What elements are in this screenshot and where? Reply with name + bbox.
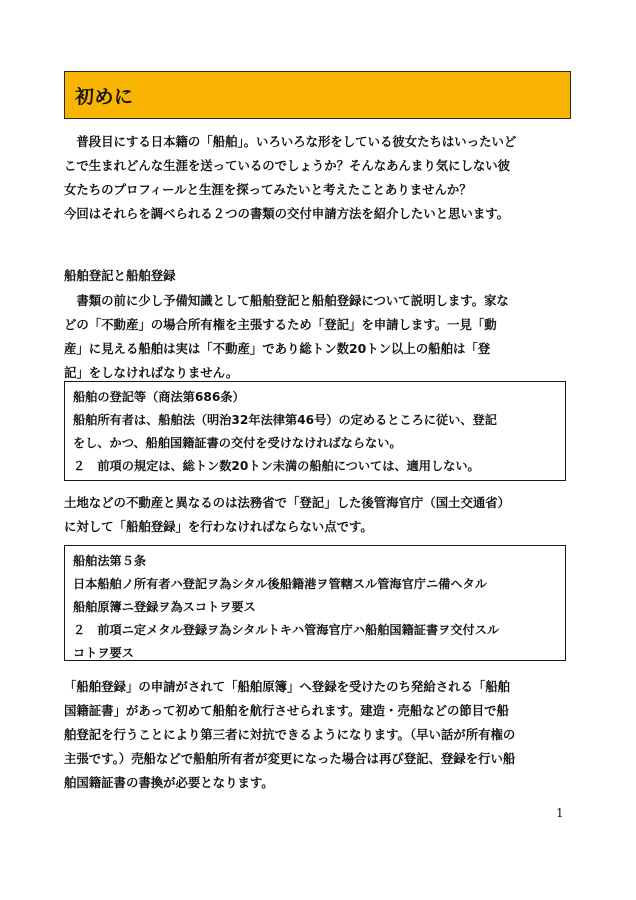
explain-line: 書類の前に少し予備知識として船舶登記と船舶登録について説明します。家な	[64, 293, 509, 308]
explain-line: 産」に見える船舶は実は「不動産」であり総トン数20トン以上の船舶は「登	[64, 341, 491, 356]
law-box-heading: 船舶法第５条	[73, 554, 147, 568]
intro-paragraph	[64, 130, 572, 226]
law-box-line: 日本船舶ノ所有者ハ登記ヲ為シタル後船籍港ヲ管轄スル管海官庁ニ備ヘタル	[73, 577, 487, 591]
intro-line: 女たちのプロフィールと生涯を探ってみたいと考えたことありませんか？	[64, 182, 472, 197]
closing-paragraph	[64, 675, 572, 795]
title-bar	[64, 71, 571, 119]
intro-line: 今回はそれらを調べられる２つの書類の交付申請方法を紹介したいと思います。	[64, 206, 510, 221]
intro-line: 普段目にする日本籍の「船舶」。いろいろな形をしている彼女たちはいったいど	[64, 134, 517, 149]
explain-line: 記」をしなければなりません。	[64, 365, 239, 380]
law-box-line: をし、かつ、船舶国籍証書の交付を受けなければならない。	[73, 436, 402, 450]
closing-line: 国籍証書」があって初めて船舶を航行させられます。建造・売船などの節目で船	[64, 703, 509, 718]
explain-paragraph	[64, 289, 572, 385]
explain-line: どの「不動産」の場合所有権を主張するため「登記」を申請します。一見「動	[64, 317, 497, 332]
law-box-line: 船舶所有者は、船舶法（明治32年法律第46号）の定めるところに従い、登記	[73, 413, 497, 427]
page-number: 1	[556, 806, 564, 820]
closing-line: 舶国籍証書の書換が必要となります。	[64, 775, 274, 790]
law-box-heading: 船舶の登記等（商法第686条）	[73, 390, 245, 404]
mid-paragraph	[64, 491, 572, 539]
law-box-commercial-code	[64, 381, 566, 481]
law-box-line: 船舶原簿ニ登録ヲ為スコトヲ要ス	[73, 600, 256, 614]
mid-line: に対して「船舶登録」を行わなければならない点です。	[64, 519, 373, 534]
law-box-line: コトヲ要ス	[73, 646, 134, 660]
intro-line: こで生まれどんな生涯を送っているのでしょうか？そんなあんまり気にしない彼	[64, 158, 511, 173]
section-heading: 船舶登記と船舶登録	[64, 268, 176, 283]
closing-line: 「船舶登録」の申請がされて「船舶原簿」へ登録を受けたのち発給される「船舶	[64, 679, 511, 694]
law-box-ship-act	[64, 545, 566, 661]
mid-line: 土地などの不動産と異なるのは法務省で「登記」した後管海官庁（国土交通省）	[64, 495, 511, 510]
closing-line: 舶登記を行うことにより第三者に対抗できるようになります。（早い話が所有権の	[64, 727, 516, 742]
closing-line: 主張です。）売船などで船舶所有者が変更になった場合は再び登記、登録を行い船	[64, 751, 516, 766]
page-title: 初めに	[75, 85, 134, 108]
law-box-line: ２ 前項ニ定メタル登録ヲ為シタルトキハ管海官庁ハ船舶国籍証書ヲ交付スル	[73, 623, 500, 637]
law-box-line: ２ 前項の規定は、総トン数20トン未満の船舶については、適用しない。	[73, 459, 480, 473]
